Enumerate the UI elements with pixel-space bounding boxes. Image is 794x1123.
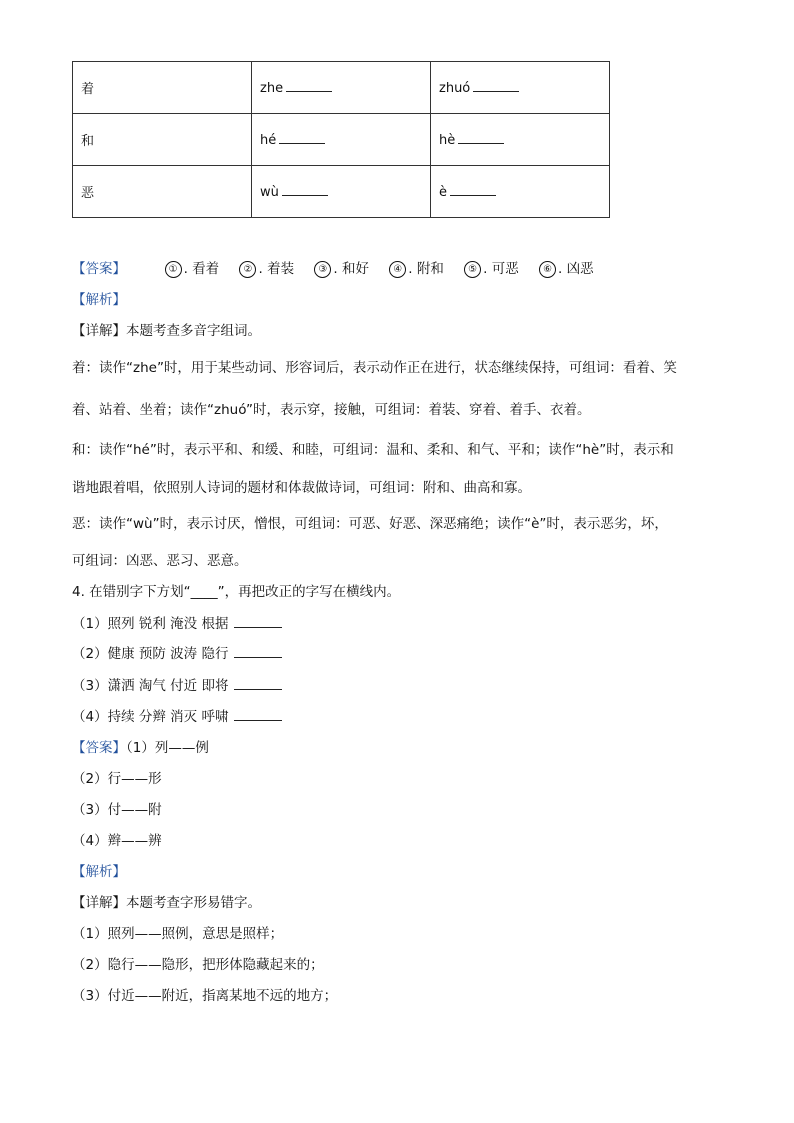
table-row — [73, 114, 610, 166]
answer-item: ④ . 附和 — [389, 261, 444, 277]
detail-line: 着：读作“zhe”时，用于某些动词、形容词后，表示动作正在进行，状态继续保持，可组词：看着、笑 — [72, 360, 677, 376]
blank-line — [234, 615, 282, 628]
answer-line: （2）行——形 — [72, 771, 162, 787]
question-item: （2）健康 预防 波涛 隐行 — [72, 642, 282, 662]
detail-line: 着、站着、坐着；读作“zhuó”时，表示穿，接触，可组词：着装、穿着、着手、衣着。 — [72, 402, 591, 418]
analysis-tag: 【解析】 — [72, 864, 126, 880]
answer-tag: 【答案】 — [72, 261, 126, 277]
blank-line — [234, 677, 282, 690]
detail-line: 和：读作“hé”时，表示平和、和缓、和睦，可组词：温和、柔和、和气、平和；读作“hè”时，表示和 — [72, 442, 674, 458]
blank-line — [279, 131, 325, 144]
table-cell-char: 着 — [73, 62, 252, 114]
detail-line: （1）照列——照例，意思是照样； — [72, 926, 284, 942]
blank-line — [282, 183, 328, 196]
answer-line: （3）付——附 — [72, 802, 162, 818]
table-cell-char: 和 — [73, 114, 252, 166]
answer-line: （4）辫——辨 — [72, 833, 162, 849]
blank-line — [458, 131, 504, 144]
table-row — [73, 62, 610, 114]
detail-intro: 【详解】本题考查字形易错字。 — [72, 895, 261, 911]
detail-intro: 【详解】本题考查多音字组词。 — [72, 323, 261, 339]
analysis-tag: 【解析】 — [72, 292, 126, 308]
table-cell-pinyin: è — [431, 166, 610, 218]
answer-item: ① . 看着 — [165, 261, 220, 277]
detail-line: 谐地跟着唱，依照别人诗词的题材和体裁做诗词，可组词：附和、曲高和寡。 — [72, 480, 531, 496]
question-4: 4. 在错别字下方划“____”，再把改正的字写在横线内。 — [72, 584, 401, 600]
table-row — [73, 166, 610, 218]
table-cell-pinyin: zhuó — [431, 62, 610, 114]
q4-answer: 【答案】（1）列——例 — [72, 740, 209, 756]
table-cell-pinyin: hè — [431, 114, 610, 166]
blank-line — [450, 183, 496, 196]
detail-line: （2）隐行——隐形，把形体隐藏起来的； — [72, 957, 324, 973]
table-cell-pinyin: wù — [252, 166, 431, 218]
detail-line: 恶：读作“wù”时，表示讨厌，憎恨，可组词：可恶、好恶、深恶痛绝；读作“è”时，表示恶劣，坏， — [72, 516, 668, 532]
pinyin-table — [72, 61, 610, 218]
question-item: （3）潇洒 淘气 付近 即将 — [72, 674, 282, 694]
blank-line — [473, 79, 519, 92]
detail-line: 可组词：凶恶、恶习、恶意。 — [72, 553, 248, 569]
blank-line — [234, 645, 282, 658]
table-cell-char: 恶 — [73, 166, 252, 218]
q3-answer-row — [72, 257, 610, 278]
answer-item: ③ . 和好 — [314, 261, 369, 277]
question-item: （1）照列 锐利 淹没 根据 — [72, 612, 282, 632]
answer-item: ② . 着装 — [239, 261, 294, 277]
answer-item: ⑥ . 凶恶 — [539, 261, 594, 277]
detail-line: （3）付近——附近，指离某地不远的地方； — [72, 988, 338, 1004]
answer-item: ⑤ . 可恶 — [464, 261, 519, 277]
blank-line — [234, 708, 282, 721]
table-cell-pinyin: hé — [252, 114, 431, 166]
table-cell-pinyin: zhe — [252, 62, 431, 114]
blank-line — [286, 79, 332, 92]
question-item: （4）持续 分辫 消灭 呼啸 — [72, 705, 282, 725]
